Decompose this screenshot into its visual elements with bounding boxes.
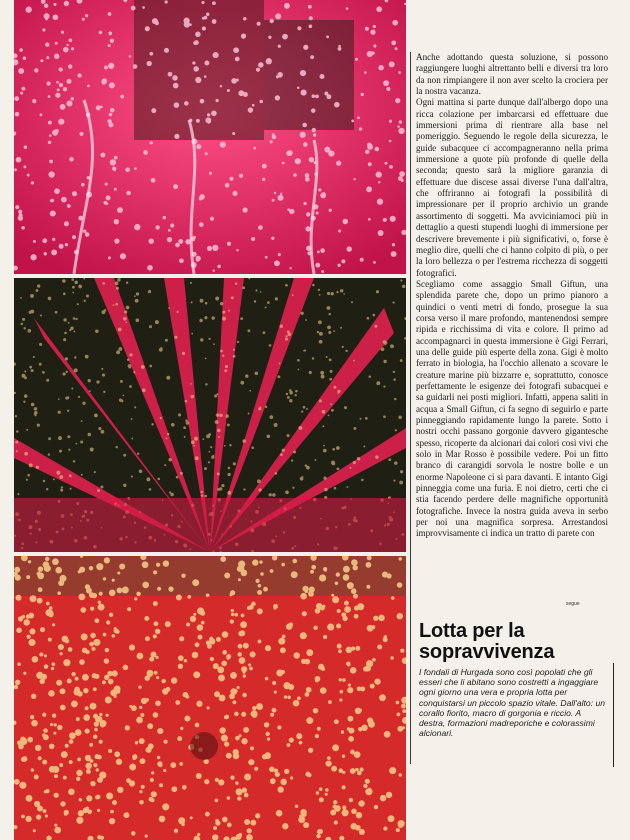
photo-gorgonian <box>14 278 406 552</box>
article-paragraph-2: Ogni mattina si parte dunque dall'albergo dopo una ricca colazione per imbarcarsi ed effettuare due immersioni prima di rientrare alla base nel pomeriggio. Seguendo le regole della sicurezza, le guide subacquee ci accompagneranno nella prima immersione a quote più profonde di quelle della seconda; questo sarà la migliore garanzia di effettuare due discese assai diverse l'una dall'altra, che offriranno ai fotografi la possibilità di impressionare per il proprio archivio un grande assortimento di soggetti. Ma avviciniamoci più in dettaglio a questi stupendi luoghi di immersione per descrivere brevemente i più significativi, o, forse è meglio dire, quelli che ci hanno colpito di più, o per la loro bellezza o per l'estrema ricchezza di soggetti fotografici. <box>416 97 608 278</box>
column-divider <box>410 52 411 764</box>
article-paragraph-3: Scegliamo come assaggio Small Giftun, una splendida parete che, dopo un primo pianoro a quindici o venti metri di fondo, prosegue la sua corsa verso il mare profondo, mantenendosi sempre ripida e ricchissima di vita e colore. Il primo ad accompagnarci in questa immersione è Gigi Ferrari, una delle guide più esperte della zona. Gigi è molto ferrato in biologia, ha l'occhio allenato a scovare le creature marine più bizzarre e, soprattutto, conosce perfettamente le esigenze dei fotografi subacquei e sa guidarli nei posti migliori. Infatti, appena saliti in acqua a Small Giftun, ci fa segno di seguirlo e parte pinneggiando rapidamente lungo la parete. Sotto i nostri occhi passano gorgonie davvero gigantesche spesso, ricoperte da alcionari dai colori così vivi che solo in Mar Rosso è possibile vedere. Poi un fitto branco di carangidi sorvola le nostre bolle e un enorme Napoleone ci si para davanti. E intanto Gigi pinneggia come una furia. E noi dietro, certi che ci stia facendo perdere delle magnifiche opportunità fotografiche. Invece la nostra guida aveva in serbo per noi una magnifica sorpresa. Arrestandosi improvvisamente ci indica un tratto di parete con <box>416 278 608 539</box>
photo-soft-coral <box>14 0 406 274</box>
article-body <box>416 52 608 540</box>
caption-title: Lotta per la sopravvivenza <box>419 620 555 663</box>
continued-label: segue <box>566 601 580 607</box>
caption-divider <box>613 663 614 767</box>
article-paragraph-1: Anche adottando questa soluzione, si possono raggiungere luoghi altrettanto belli e diversi tra loro da non rimpiangere il non aver scelto la crociera per la nostra vacanza. <box>416 52 608 97</box>
caption-text: I fondali di Hurgada sono così popolati che gli esseri che li abitano sono costretti a ingaggiare ogni giorno una vera e propria lotta per conquistarsi un piccolo spazio vitale. Dall'alto: un corallo fiorito, macro di gorgonia e riccio. A destra, formazioni madreporiche e colorassimi alcionari. <box>419 667 606 739</box>
photo-sea-urchin <box>14 556 406 840</box>
